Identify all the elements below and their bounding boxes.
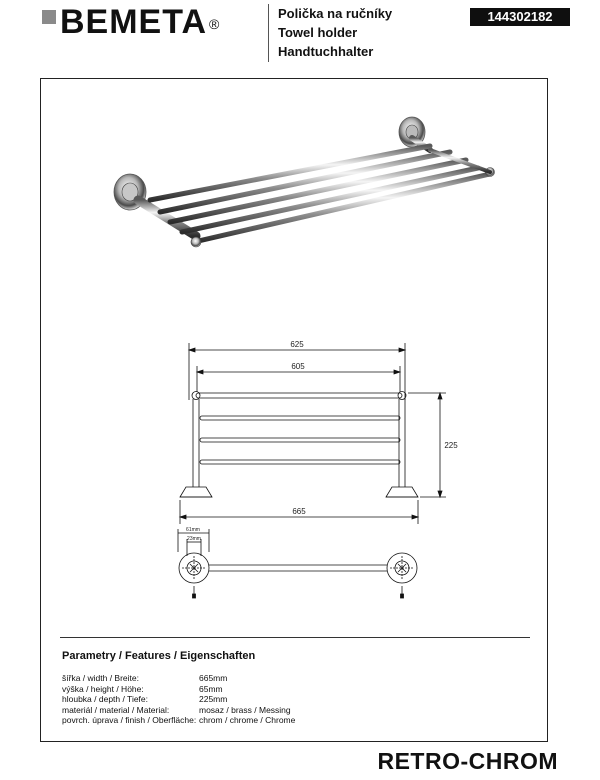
product-name-en: Towel holder [278,25,358,40]
spec-value: 225mm [199,694,228,704]
product-name-cz: Polička na ručníky [278,6,393,21]
spec-value: chrom / chrome / Chrome [199,715,296,725]
spec-row-material [62,705,295,716]
top-view-drawing [178,529,417,598]
spec-row-width [62,673,295,684]
spec-row-depth [62,694,295,705]
spec-key: povrch. úprava / finish / Oberfläche: [62,715,197,725]
spec-value: 65mm [199,683,223,694]
dim-label-hole: 23mm [187,536,201,542]
series-title: RETRO-CHROM [377,748,558,774]
spec-key: šířka / width / Breite: [62,673,139,683]
spec-row-finish [62,715,295,726]
dim-label-665: 665 [292,507,306,516]
dim-label-rosette: 61mm [186,527,200,533]
product-code-badge: 144302182 [470,8,570,26]
dim-label-625: 625 [290,340,304,349]
spec-key: materiál / material / Material: [62,704,170,715]
features-title: Parametry / Features / Eigenschaften [62,650,256,662]
features-divider [60,637,530,638]
dim-label-225: 225 [444,441,458,450]
spec-value: 665mm [199,673,228,683]
spec-row-height [62,684,295,695]
product-name-de: Handtuchhalter [278,44,374,59]
product-photo [114,117,495,247]
spec-value: mosaz / brass / Messing [199,704,291,715]
dim-label-605: 605 [291,362,305,371]
spec-table [62,673,295,726]
brand-logo: BEMETA ® [60,3,221,41]
elevation-drawing [180,343,446,524]
spec-key: hloubka / depth / Tiefe: [62,694,149,704]
spec-key: výška / height / Höhe: [62,683,144,694]
